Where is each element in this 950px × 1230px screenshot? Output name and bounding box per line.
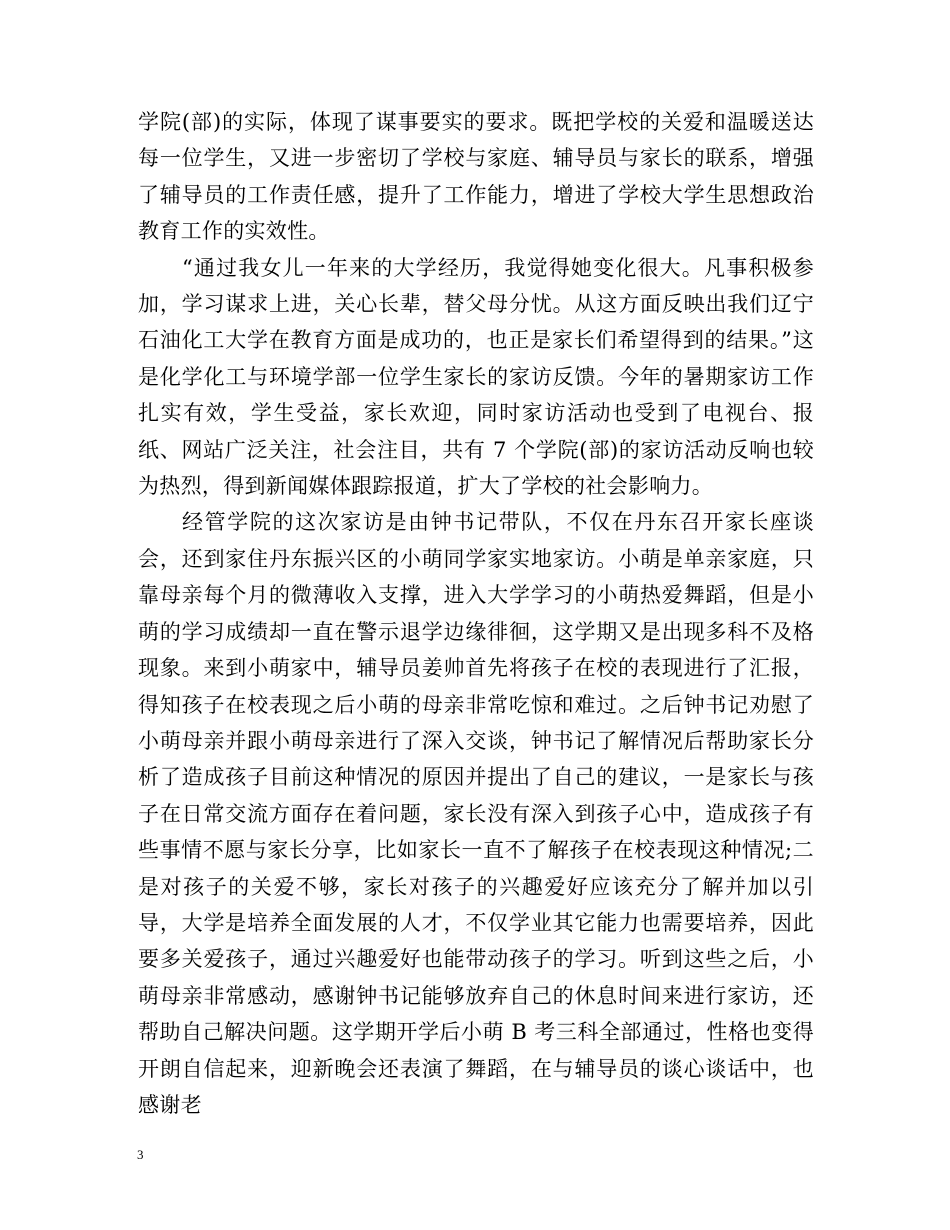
paragraph-continuation: 学院(部)的实际，体现了谋事要实的要求。既把学校的关爱和温暖送达每一位学生，又进一步密切了学校与家庭、辅导员与家长的联系，增强了辅导员的工作责任感，提升了工作能力，增进了学校大学生思想政治教育工作的实效性。 (138, 110, 814, 244)
page-number: 3 (137, 1147, 144, 1162)
paragraph-parent-feedback: “通过我女儿一年来的大学经历，我觉得她变化很大。凡事积极参加，学习谋求上进，关心长辈，替父母分忧。从这方面反映出我们辽宁石油化工大学在教育方面是成功的，也正是家长们希望得到的结果。”这是化学化工与环境学部一位学生家长的家访反馈。今年的暑期家访工作扎实有效，学生受益，家长欢迎，同时家访活动也受到了电视台、报纸、网站广泛关注，社会注目，共有 7 个学院(部)的家访活动反响也较为热烈，得到新闻媒体跟踪报道，扩大了学校的社会影响力。 (138, 255, 814, 499)
paragraph-home-visit-story: 经管学院的这次家访是由钟书记带队，不仅在丹东召开家长座谈会，还到家住丹东振兴区的小萌同学家实地家访。小萌是单亲家庭，只靠母亲每个月的微薄收入支撑，进入大学学习的小萌热爱舞蹈，但是小萌的学习成绩却一直在警示退学边缘徘徊，这学期又是出现多科不及格现象。来到小萌家中，辅导员姜帅首先将孩子在校的表现进行了汇报，得知孩子在校表现之后小萌的母亲非常吃惊和难过。之后钟书记劝慰了小萌母亲并跟小萌母亲进行了深入交谈，钟书记了解情况后帮助家长分析了造成孩子目前这种情况的原因并提出了自己的建议，一是家长与孩子在日常交流方面存在着问题，家长没有深入到孩子心中，造成孩子有些事情不愿与家长分享，比如家长一直不了解孩子在校表现这种情况;二是对孩子的关爱不够，家长对孩子的兴趣爱好应该充分了解并加以引导，大学是培养全面发展的人才，不仅学业其它能力也需要培养，因此要多关爱孩子，通过兴趣爱好也能带动孩子的学习。听到这些之后，小萌母亲非常感动，感谢钟书记能够放弃自己的休息时间来进行家访，还帮助自己解决问题。这学期开学后小萌 B 考三科全部通过，性格也变得开朗自信起来，迎新晚会还表演了舞蹈，在与辅导员的谈心谈话中，也感谢老 (138, 510, 814, 1117)
body-text (138, 104, 814, 1123)
